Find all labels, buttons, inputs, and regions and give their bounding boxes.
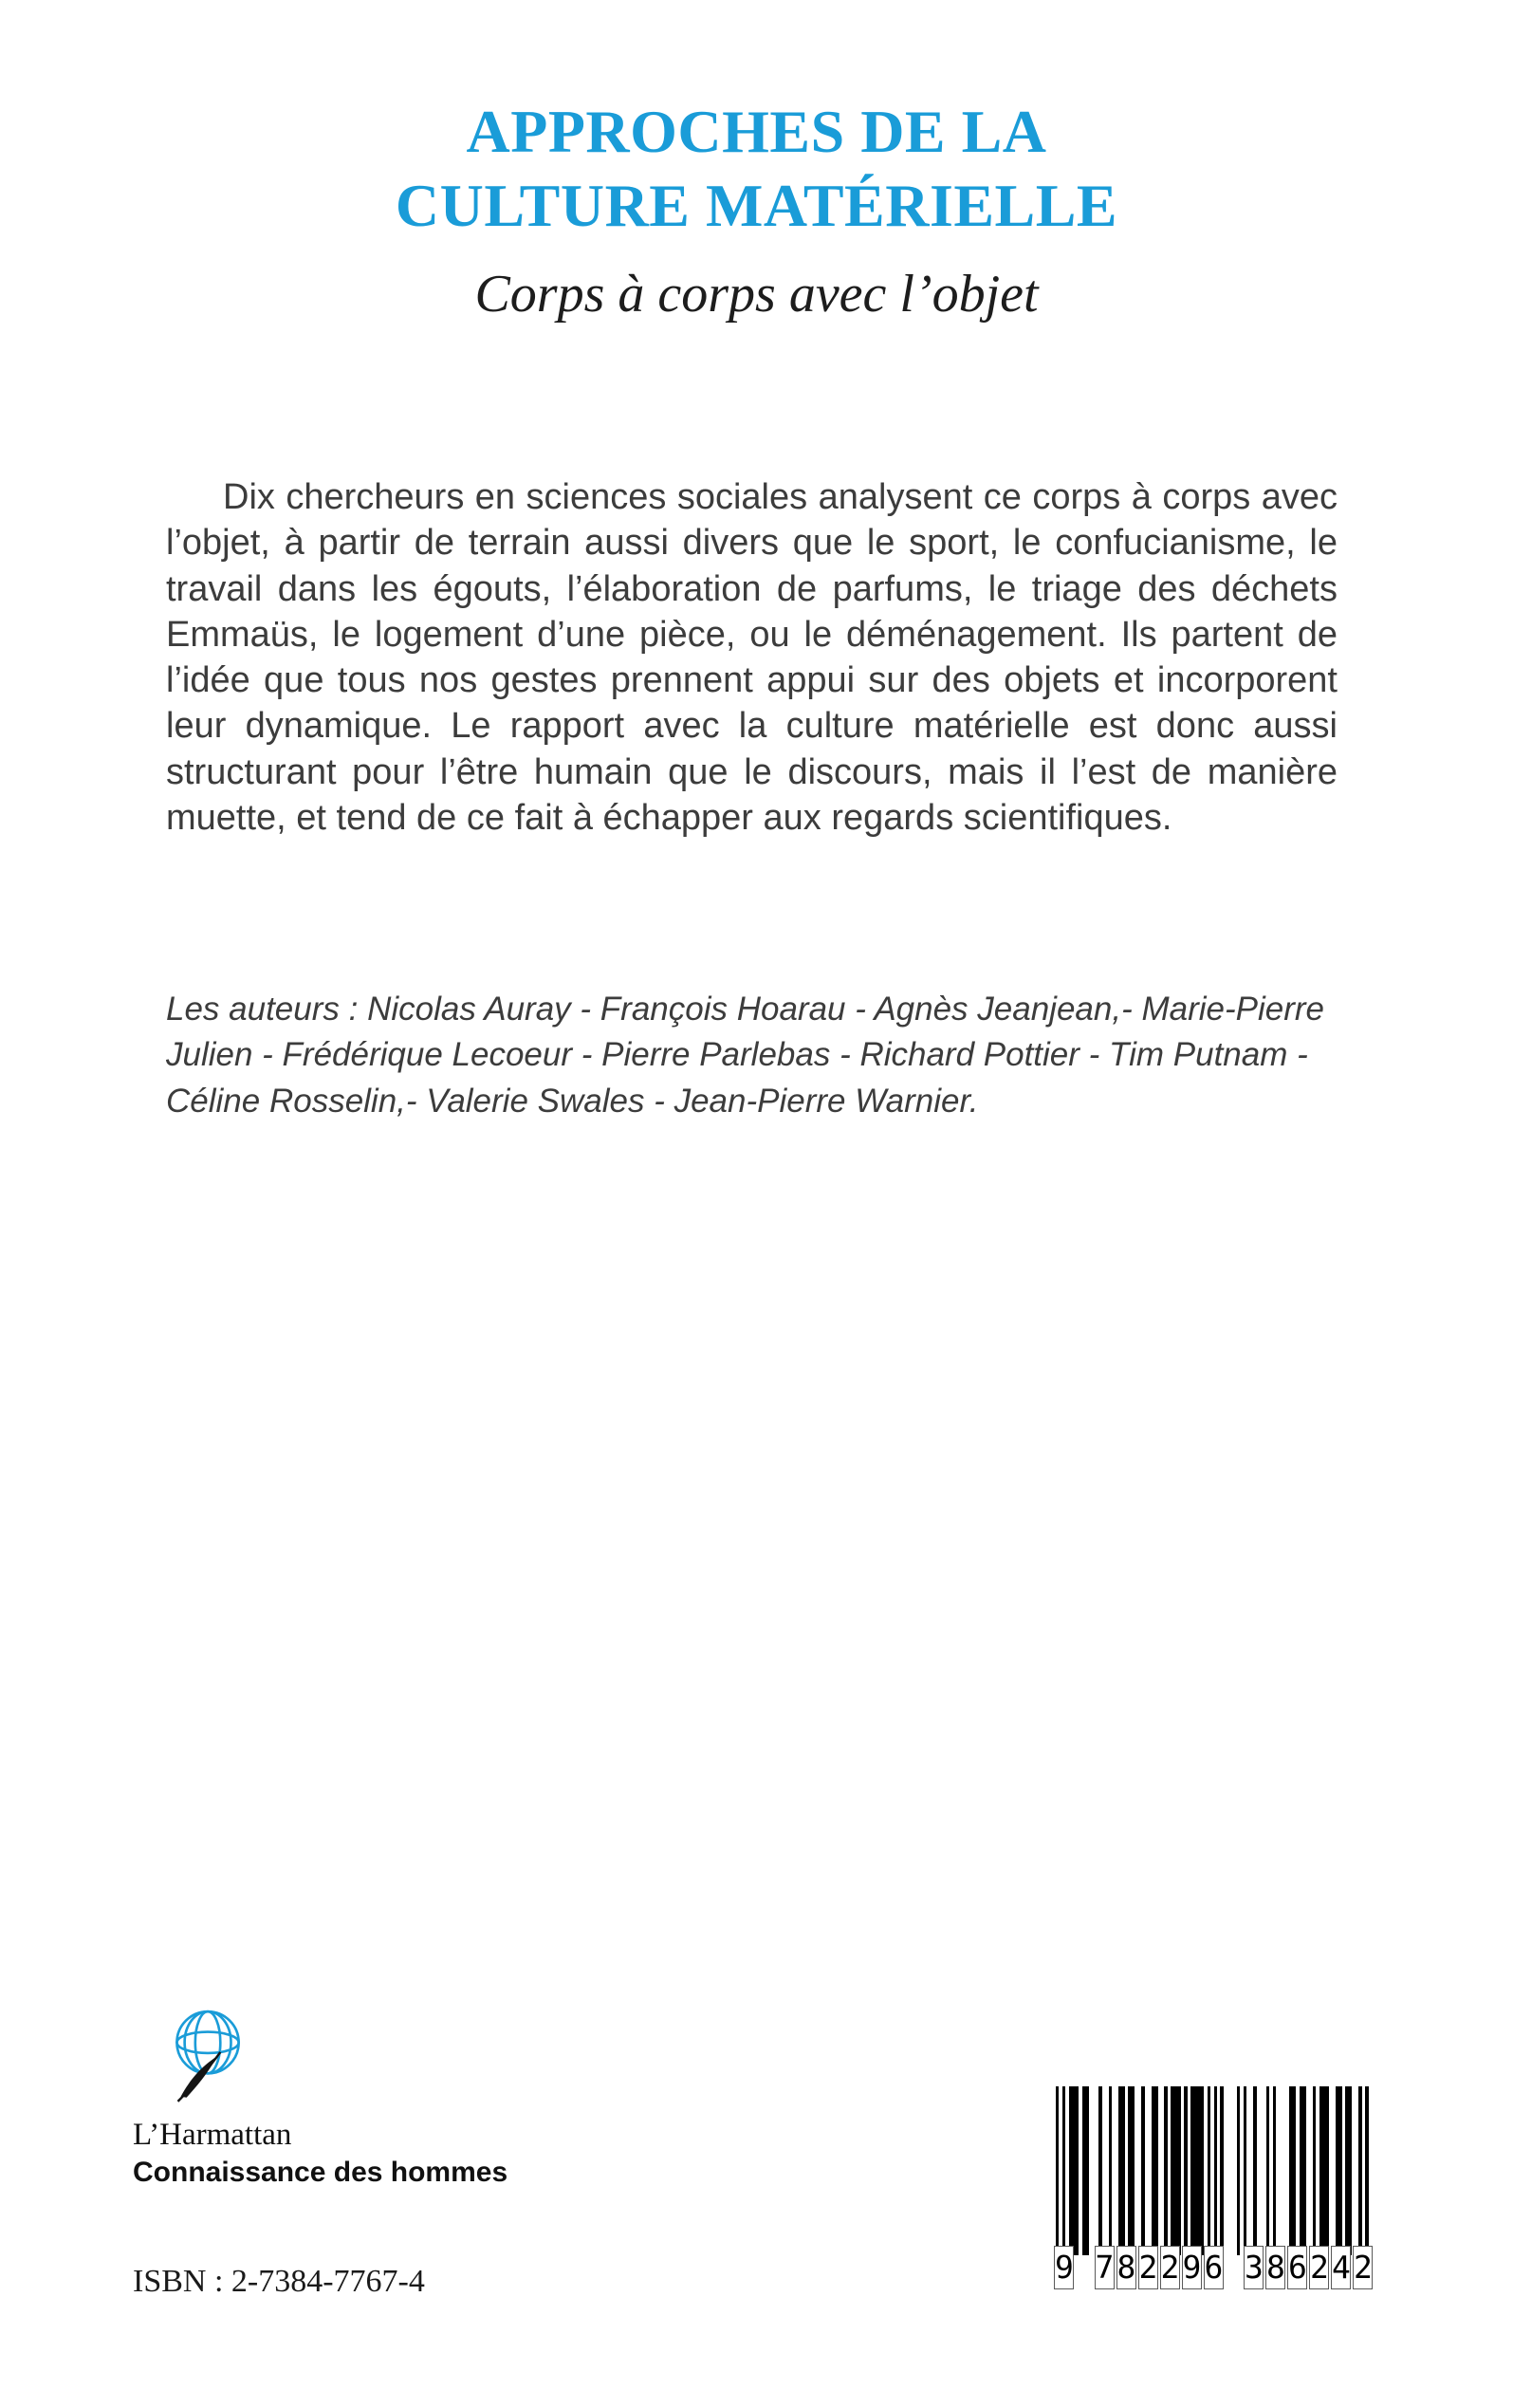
isbn-number: ISBN : 2-7384-7767-4 (133, 2264, 425, 2299)
back-cover-description: Dix chercheurs en sciences sociales analysent ce corps à corps avec l’objet, à partir de terrain aussi divers que le sport, le confucianisme, le travail dans les égouts, l’élaboration de parfums, le triage des déchets Emmaüs, le logement d’une pièce, ou le déménagement. Ils partent de l’idée que tous nos gestes prennent appui sur des objets et incorporent leur dynamique. Le rapport avec la culture matérielle est donc aussi structurant pour l’être humain que le discours, mais il l’est de manière muette, et tend de ce fait à échapper aux regards scientifiques. (166, 477, 1338, 838)
book-title-line-2: CULTURE MATÉRIELLE (395, 172, 1118, 240)
barcode-bars (1056, 2086, 1369, 2255)
barcode-digit-group-3: 3 8 6 2 4 2 (1242, 2246, 1373, 2289)
book-title-line-1: APPROCHES DE LA (466, 98, 1047, 165)
ean13-barcode (1055, 2086, 1373, 2289)
harmattan-globe-logo (152, 2002, 531, 2114)
authors-list: Les auteurs : Nicolas Auray - François Hoarau - Agnès Jeanjean,- Marie-Pierre Julien - Frédérique Lecoeur - Pierre Parlebas - Richard Pottier - Tim Putnam - Céline Rosselin,- Valerie Swales - Jean-Pierre Warnier. (166, 991, 1324, 1120)
barcode-digit-group-1: 9 (1052, 2246, 1074, 2289)
book-subtitle: Corps à corps avec l’objet (474, 265, 1039, 324)
publisher-collection: Connaissance des hommes (133, 2157, 508, 2188)
book-title (0, 95, 1513, 243)
publisher-name: L’Harmattan (133, 2118, 292, 2152)
barcode-digit-group-2: 7 8 2 2 9 6 (1093, 2246, 1224, 2289)
publisher-block (133, 2002, 531, 2189)
barcode-number (1052, 2244, 1373, 2289)
title-block (0, 95, 1513, 324)
